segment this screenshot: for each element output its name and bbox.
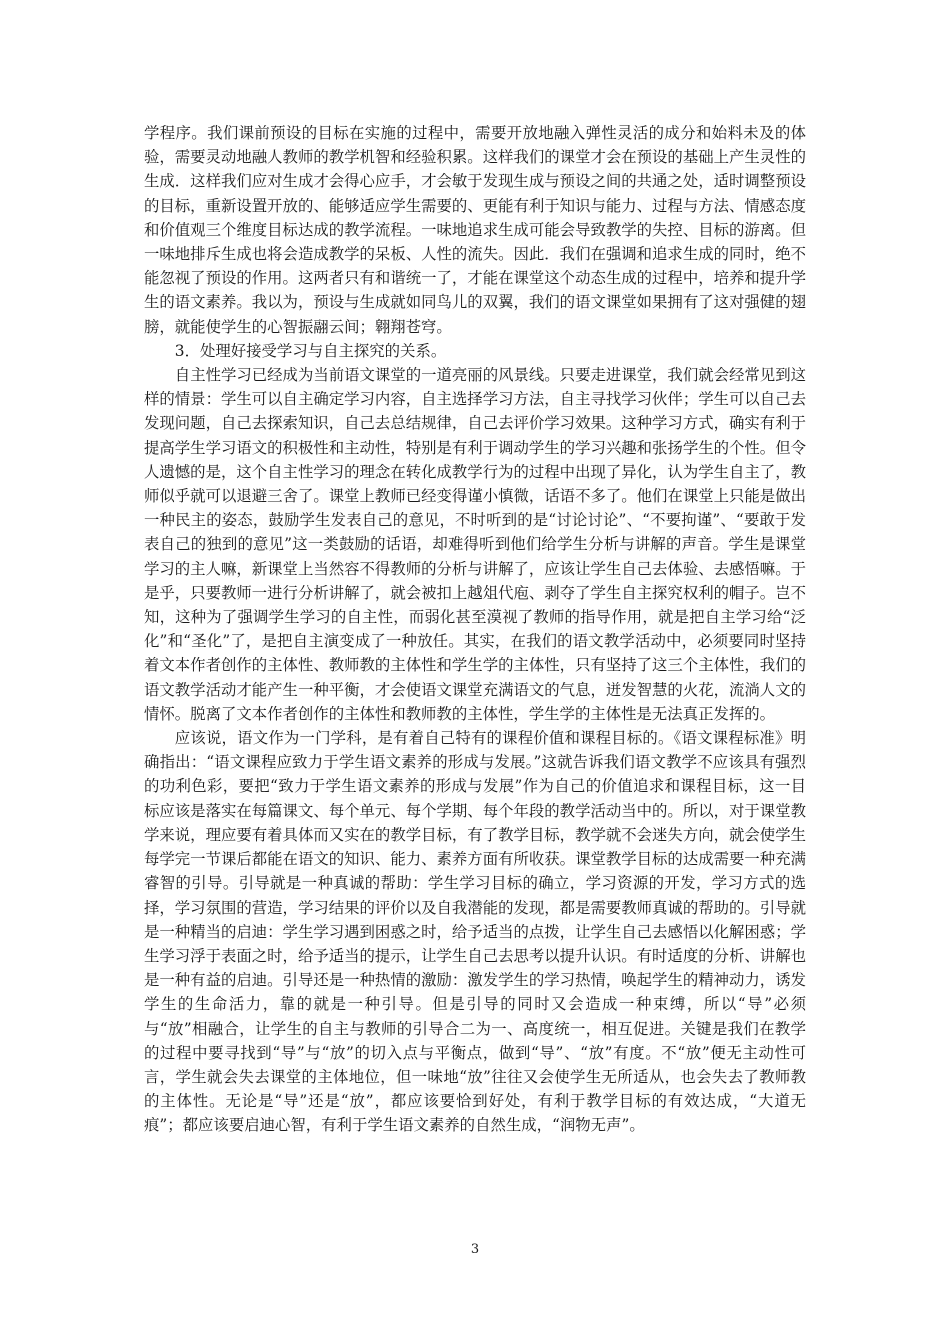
paragraph-autonomous-learning: 自主性学习已经成为当前语文课堂的一道亮丽的风景线。只要走进课堂，我们就会经常见到这样的情景：学生可以自主确定学习内容，自主选择学习方法，自主寻找学习伙伴；学生可以自己去发现问题，自己去探索知识，自己去总结规律，自己去评价学习效果。这种学习方式，确实有利于提高学生学习语文的积极性和主动性，特别是有利于调动学生的学习兴趣和张扬学生的个性。但令人遗憾的是，这个自主性学习的理念在转化成教学行为的过程中出现了异化，认为学生自主了，教师似乎就可以退避三舍了。课堂上教师已经变得谨小慎微，话语不多了。他们在课堂上只能是做出一种民主的姿态，鼓励学生发表自己的意见，不时听到的是“讨论讨论”、“不要拘谨”、“要敢于发表自己的独到的意见”这一类鼓励的话语，却难得听到他们给学生分析与讲解的声音。学生是课堂学习的主人嘛，新课堂上当然容不得教师的分析与讲解了，应该让学生自己去体验、去感悟嘛。于是乎，只要教师一进行分析讲解了，就会被扣上越俎代庖、剥夺了学生自主探究权利的帽子。岂不知，这种为了强调学生学习的自主性，而弱化甚至漠视了教师的指导作用，就是把自主学习给“泛化”和“圣化”了，是把自主演变成了一种放任。其实，在我们的语文教学活动中，必须要同时坚持着文本作者创作的主体性、教师教的主体性和学生学的主体性，只有坚持了这三个主体性，我们的语文教学活动才能产生一种平衡，才会使语文课堂充满语文的气息，迸发智慧的火花，流淌人文的情怀。脱离了文本作者创作的主体性和教师教的主体性，学生学的主体性是无法真正发挥的。 [144, 366, 806, 723]
document-body [144, 121, 806, 1138]
section-heading: 3．处理好接受学习与自主探究的关系。 [174, 341, 447, 360]
paragraph-continuation: 学程序。我们课前预设的目标在实施的过程中，需要开放地融入弹性灵活的成分和始料未及的体验，需要灵动地融人教师的教学机智和经验积累。这样我们的课堂才会在预设的基础上产生灵性的生成．这样我们应对生成才会得心应手，才会敏于发现生成与预设之间的共通之处，适时调整预设的目标，重新设置开放的、能够适应学生需要的、更能有利于知识与能力、过程与方法、情感态度和价值观三个维度目标达成的教学流程。一味地追求生成可能会导致教学的失控、目标的游离。但一味地排斥生成也将会造成教学的呆板、人性的流失。因此．我们在强调和追求生成的同时，绝不能忽视了预设的作用。这两者只有和谐统一了，才能在课堂这个动态生成的过程中，培养和提升学生的语文素养。我以为，预设与生成就如同鸟儿的双翼，我们的语文课堂如果拥有了这对强健的翅膀，就能使学生的心智振翮云间；翱翔苍穹。 [144, 124, 806, 336]
page-number: 3 [470, 1242, 480, 1257]
paragraph-guidance: 应该说，语文作为一门学科，是有着自己特有的课程价值和课程目标的。《语文课程标准》明确指出：“语文课程应致力于学生语文素养的形成与发展。”这就告诉我们语文教学不应该具有强烈的功利色彩，要把“致力于学生语文素养的形成与发展”作为自己的价值追求和课程目标，这一目标应该是落实在每篇课文、每个单元、每个学期、每个年段的教学活动当中的。所以，对于课堂教学来说，理应要有着具体而又实在的教学目标，有了教学目标，教学就不会迷失方向，就会使学生每学完一节课后都能在语文的知识、能力、素养方面有所收获。课堂教学目标的达成需要一种充满睿智的引导。引导就是一种真诚的帮助：学生学习目标的确立，学习资源的开发，学习方式的选择，学习氛围的营造，学习结果的评价以及自我潜能的发现，都是需要教师真诚的帮助的。引导就是一种精当的启迪：学生学习遇到困惑之时，给予适当的点拨，让学生自己去感悟以化解困惑；学生学习浮于表面之时，给予适当的提示，让学生自己去思考以提升认识。有时适度的分析、讲解也是一种有益的启迪。引导还是一种热情的激励：激发学生的学习热情，唤起学生的精神动力，诱发学生的生命活力，靠的就是一种引导。但是引导的同时又会造成一种束缚，所以“导”必须与“放”相融合，让学生的自主与教师的引导合二为一、高度统一，相互促进。关键是我们在教学的过程中要寻找到“导”与“放”的切入点与平衡点，做到“导”、“放”有度。不“放”便无主动性可言，学生就会失去课堂的主体地位，但一味地“放”往往又会使学生无所适从，也会失去了教师教的主体性。无论是“导”还是“放”，都应该要恰到好处，有利于教学目标的有效达成，“大道无痕”；都应该要启迪心智，有利于学生语文素养的自然生成，“润物无声”。 [144, 729, 806, 1135]
